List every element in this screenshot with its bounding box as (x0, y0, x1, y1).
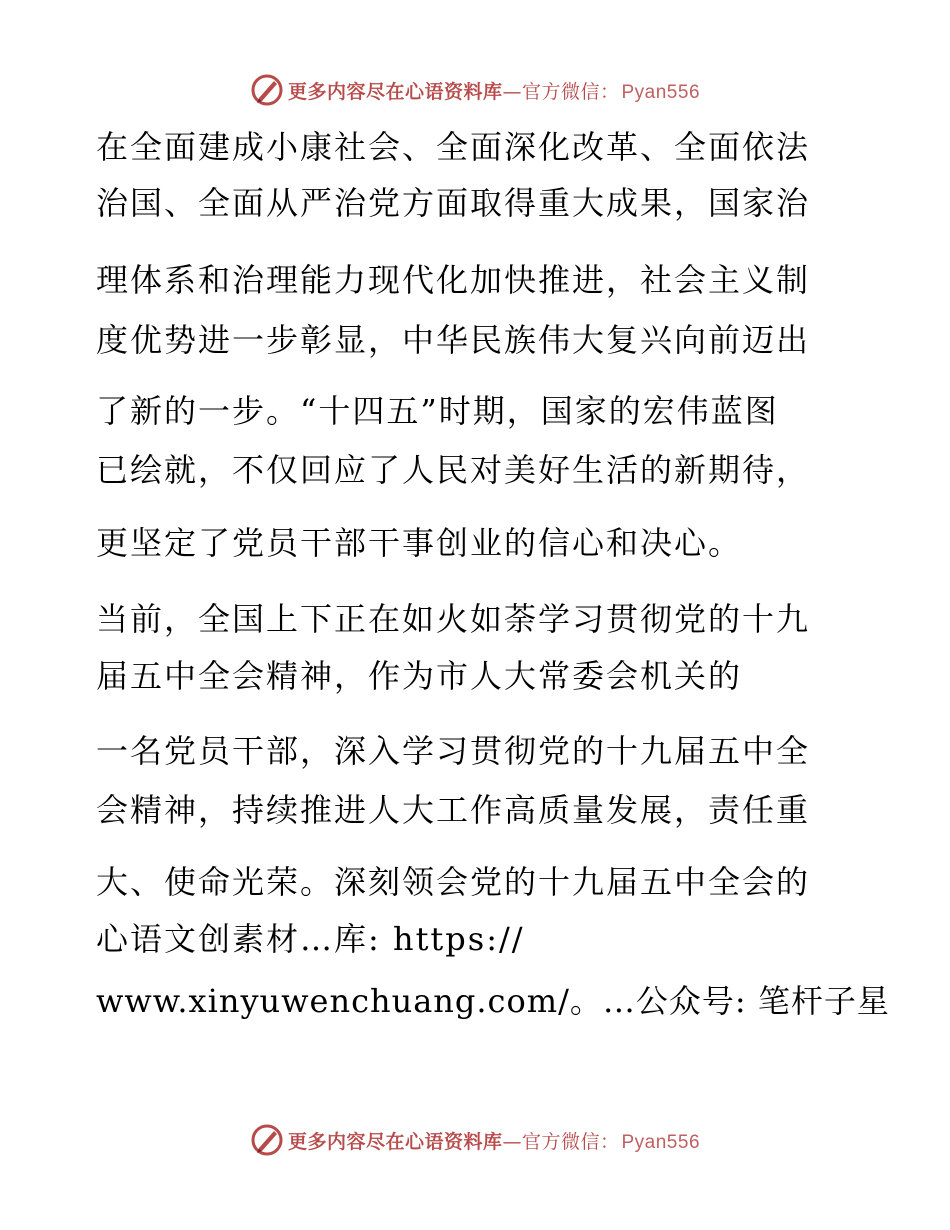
text-line: 理体系和治理能力现代化加快推进，社会主义制 (96, 261, 811, 299)
text-line: 已绘就，不仅回应了人民对美好生活的新期待， (96, 451, 811, 489)
text-line: 在全面建成小康社会、全面深化改革、全面依法 (96, 128, 811, 166)
text-line: 一名党员干部，深入学习贯彻党的十九届五中全 (96, 732, 811, 770)
pen-logo-icon (250, 1123, 284, 1157)
footer-brand: 更多内容尽在心语资料库 (287, 1130, 503, 1153)
header-dash: — (502, 80, 522, 103)
text-line: 大、使命光荣。深刻领会党的十九届五中全会的 (96, 863, 811, 901)
footer-wechat-label: 官方微信： (521, 1130, 620, 1153)
text-line: www.xinyuwenchuang.com/。…公众号: 笔杆子星 (96, 982, 890, 1020)
text-line: 心语文创素材…库: https:// (96, 920, 525, 958)
text-line: 当前，全国上下正在如火如荼学习贯彻党的十九 (96, 600, 811, 638)
header-banner-text (288, 77, 700, 104)
text-line: 届五中全会精神，作为市人大常委会机关的 (96, 657, 743, 695)
header-wechat-label: 官方微信： (521, 80, 620, 103)
header-banner (0, 70, 950, 110)
text-line: 度优势进一步彰显，中华民族伟大复兴向前迈出 (96, 321, 811, 359)
footer-banner-text (288, 1127, 700, 1154)
text-line: 更坚定了党员干部干事创业的信心和决心。 (96, 524, 743, 562)
footer-banner (0, 1120, 950, 1160)
footer-wechat-id: Pyan556 (621, 1131, 701, 1153)
text-line: 会精神，持续推进人大工作高质量发展，责任重 (96, 791, 811, 829)
text-line: 了新的一步。“十四五”时期，国家的宏伟蓝图 (96, 392, 779, 430)
footer-dash: — (502, 1130, 522, 1153)
header-brand: 更多内容尽在心语资料库 (287, 80, 503, 103)
header-wechat-id: Pyan556 (621, 81, 701, 103)
pen-logo-icon (250, 73, 284, 107)
text-line: 治国、全面从严治党方面取得重大成果，国家治 (96, 184, 811, 222)
